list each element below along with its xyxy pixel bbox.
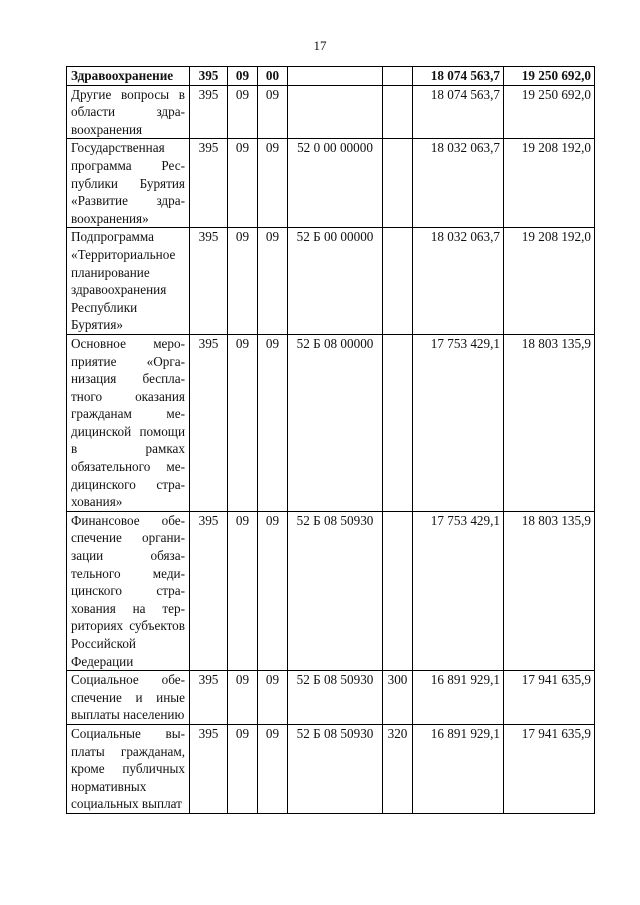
amount-year-2: 19 208 192,0 <box>504 139 595 228</box>
table-row <box>67 334 595 511</box>
subsection-code: 09 <box>258 511 288 670</box>
target-article-code: 52 Б 08 50930 <box>288 511 383 670</box>
expense-type-code: 300 <box>383 671 413 725</box>
table-row <box>67 511 595 670</box>
amount-year-1: 16 891 929,1 <box>413 671 504 725</box>
section-code: 09 <box>228 671 258 725</box>
expense-type-code <box>383 511 413 670</box>
row-name: Социальные выплаты гражданам, кроме публичных нормативных социальных выплат <box>67 724 190 813</box>
amount-year-1: 18 032 063,7 <box>413 139 504 228</box>
table-row <box>67 671 595 725</box>
amount-year-2: 18 803 135,9 <box>504 511 595 670</box>
ministry-code: 395 <box>190 724 228 813</box>
subsection-code: 00 <box>258 67 288 86</box>
amount-year-2: 17 941 635,9 <box>504 724 595 813</box>
target-article-code: 52 Б 08 00000 <box>288 334 383 511</box>
expense-type-code <box>383 85 413 139</box>
section-code: 09 <box>228 334 258 511</box>
expense-type-code <box>383 139 413 228</box>
row-name: Подпрограмма «Территориальное планирование здравоохранения Республики Бурятия» <box>67 228 190 335</box>
amount-year-1: 18 074 563,7 <box>413 67 504 86</box>
amount-year-2: 18 803 135,9 <box>504 334 595 511</box>
expense-type-code: 320 <box>383 724 413 813</box>
amount-year-1: 17 753 429,1 <box>413 334 504 511</box>
ministry-code: 395 <box>190 228 228 335</box>
table-row <box>67 724 595 813</box>
section-code: 09 <box>228 85 258 139</box>
section-code: 09 <box>228 139 258 228</box>
amount-year-2: 19 250 692,0 <box>504 67 595 86</box>
budget-table <box>66 66 595 814</box>
amount-year-1: 18 074 563,7 <box>413 85 504 139</box>
section-code: 09 <box>228 228 258 335</box>
ministry-code: 395 <box>190 139 228 228</box>
ministry-code: 395 <box>190 671 228 725</box>
table-row <box>67 139 595 228</box>
subsection-code: 09 <box>258 724 288 813</box>
ministry-code: 395 <box>190 85 228 139</box>
ministry-code: 395 <box>190 334 228 511</box>
subsection-code: 09 <box>258 228 288 335</box>
amount-year-2: 17 941 635,9 <box>504 671 595 725</box>
row-name: Государственная программа Республики Бурятия «Развитие здравоохранения» <box>67 139 190 228</box>
target-article-code: 52 Б 08 50930 <box>288 671 383 725</box>
table-row <box>67 67 595 86</box>
section-code: 09 <box>228 724 258 813</box>
amount-year-1: 16 891 929,1 <box>413 724 504 813</box>
table-row <box>67 228 595 335</box>
target-article-code: 52 0 00 00000 <box>288 139 383 228</box>
target-article-code: 52 Б 00 00000 <box>288 228 383 335</box>
row-name: Здравоохранение <box>67 67 190 86</box>
amount-year-1: 18 032 063,7 <box>413 228 504 335</box>
row-name: Финансовое обеспечение организации обязательного медицинского страхования на территориях субъектов Российской Федерации <box>67 511 190 670</box>
subsection-code: 09 <box>258 139 288 228</box>
ministry-code: 395 <box>190 511 228 670</box>
amount-year-1: 17 753 429,1 <box>413 511 504 670</box>
amount-year-2: 19 208 192,0 <box>504 228 595 335</box>
page-number: 17 <box>313 38 327 53</box>
subsection-code: 09 <box>258 334 288 511</box>
target-article-code: 52 Б 08 50930 <box>288 724 383 813</box>
row-name: Основное мероприятие «Организация бесплатного оказания гражданам медицинской помощи в рамках обязательного медицинского страхования» <box>67 334 190 511</box>
amount-year-2: 19 250 692,0 <box>504 85 595 139</box>
expense-type-code <box>383 334 413 511</box>
section-code: 09 <box>228 511 258 670</box>
target-article-code <box>288 85 383 139</box>
expense-type-code <box>383 228 413 335</box>
row-name: Социальное обеспечение и иные выплаты населению <box>67 671 190 725</box>
table-body <box>67 67 595 814</box>
ministry-code: 395 <box>190 67 228 86</box>
expense-type-code <box>383 67 413 86</box>
section-code: 09 <box>228 67 258 86</box>
subsection-code: 09 <box>258 85 288 139</box>
subsection-code: 09 <box>258 671 288 725</box>
table-row <box>67 85 595 139</box>
row-name: Другие вопросы в области здравоохранения <box>67 85 190 139</box>
target-article-code <box>288 67 383 86</box>
